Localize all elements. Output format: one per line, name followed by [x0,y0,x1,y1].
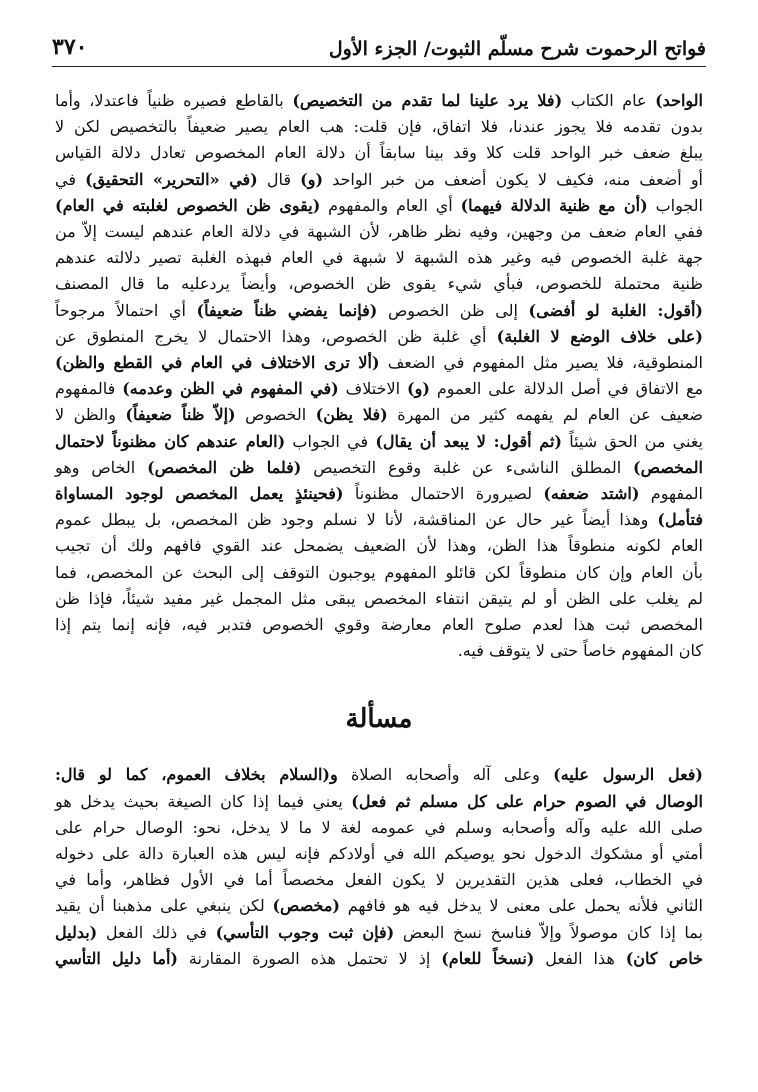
text-line [55,167,703,193]
bold-span: (نسخاً للعام) [441,948,535,968]
bold-span: (يقوى ظن الخصوص لغلبته في العام) [55,195,321,215]
text-line [55,429,703,455]
text-span: صلى الله عليه وآله وأصحابه وسلم في عمومه لغة لا ما لا يدخل، نحو: الوصال حرام على [55,817,703,837]
text-line [55,298,703,324]
text-span: المخصص ثبت هذا لعدم صلوح العام معارضة وقوي الخصوص فتدبر فيه، فإنه إنما يتم إذا [55,615,703,635]
bold-span: (أقول: الغلبة لو أفضى) [528,300,703,320]
text-line [55,533,703,559]
text-line [55,638,703,664]
text-span: إذ لا تحتمل هذه الصورة المقارنة [178,948,442,968]
text-span: لم يغلب على الظن أو لم يتيقن انتفاء المخصص يبقى مثل المجمل غير مفيد شيئاً، فإذا ظن [55,588,703,608]
bold-span: المخصص) [633,457,703,477]
bold-span: (فحينئذٍ يعمل المخصص لوجود المساواة [55,484,344,504]
bold-span: (فلا يظن) [315,405,388,425]
text-span: الخصوص [235,405,316,425]
bold-span: (فإنما يفضي ظناً ضعيفاً) [196,300,378,320]
page-body [55,88,703,972]
text-span: لكن ينبغي على مذهبنا أن يقيد [55,896,273,916]
text-line [55,841,703,867]
bold-span: (أما دليل التأسي [55,948,178,968]
text-span: الخاص وهو [55,457,148,477]
text-line [55,946,703,972]
text-line [55,324,703,350]
text-span: المفهوم [639,484,704,504]
text-span: ففي العام ضعف من وجهين، وفيه نظر ظاهر، لأن الشبهة في دلالة العام عندهم ليست إلاّ من [55,222,703,242]
bold-span: (بدليل [55,922,98,942]
bold-span: (اشتد ضعفه) [543,484,640,504]
text-line [55,402,703,428]
text-line [55,193,703,219]
text-line [55,219,703,245]
text-span: عام الكتاب [562,91,656,110]
text-span: أي احتمالاً مرجوحاً [55,300,197,320]
text-line [55,88,703,114]
bold-span: (مخصص) [272,896,340,916]
bold-span: (في المفهوم في الظن وعدمه) [122,379,339,399]
text-span: ضعيف عن العام لم يفهمه كثير من المهرة [387,405,704,425]
bold-span: (على خلاف الوضع لا الغلبة) [496,326,703,346]
running-title: فواتح الرحموت شرح مسلّم الثبوت/ الجزء الأول [328,38,706,60]
text-span: بأن العام وإن كان منطوقاً لكن قائلو المفهوم يوجبون التوقف إلى البحث عن المخصص، فما [55,562,703,582]
text-span: وعلى آله وأصحابه الصلاة [337,765,554,785]
text-span: فالمفهوم [55,379,123,399]
text-span: أي غلبة ظن الخصوص، وهذا الاحتمال لا يخرج المنطوق عن [55,326,497,346]
section-heading: مسألة [345,704,413,735]
bold-span: (فعل الرسول عليه) [553,765,704,785]
paragraph-1 [55,88,703,664]
text-line [55,789,703,815]
text-span: يبلغ ضعف خبر الواحد قلت كلا وقد بينا سابقاً أن دلالة العام المخصوص تعادل دلالة القياس [55,143,703,163]
text-span: يعني فيما إذا كان الصيغة بحيث يدخل هو [55,791,352,811]
bold-span: (و) [300,169,324,189]
text-span: العام لكونه منطوقاً هذا الظن، وهذا لأن الضعيف يضمحل عند القوي فافهم ولك أن تجيب [55,536,703,556]
bold-span: فتأمل) [657,510,703,530]
text-span: كان المفهوم خاصاً حتى لا يتوقف فيه. [457,641,703,661]
text-span: مع الاتفاق في أصل الدلالة على العموم [429,379,704,399]
bold-span: (فلما ظن المخصص) [147,457,302,477]
text-span: والظن لا [55,405,126,425]
text-line [55,867,703,893]
text-span: الثاني فلأنه يحمل على معنى لا يدخل فيه هو فافهم [340,896,703,916]
page-header [52,24,706,67]
bold-span: (العام عندهم كان مظنوناً لاحتمال [55,431,286,451]
text-line [55,271,703,297]
bold-span: (ثم أقول: لا يبعد أن يقال) [375,431,562,451]
bold-span: و(السلام بخلاف العموم، كما لو قال: [55,765,338,785]
text-line [55,245,703,271]
text-line [55,140,703,166]
bold-span: خاص كان) [625,948,704,968]
text-line [55,893,703,919]
text-span: يغني من الحق شيئاً [561,431,704,451]
text-span: بما إذا كان موصولاً وإلاّ فناسخ نسخ البعض [394,922,704,942]
text-span: أي العام والمفهوم [320,195,461,215]
text-span: في الخطاب، فعلى هذين التقديرين لا يكون الفعل مخصصاً أما في الأول فظاهر، وأما في [55,870,704,890]
text-span: بالقاطع فصيره ظنياً فاعتدلا، وأما [55,91,293,110]
bold-span: (و) [407,379,430,399]
text-line [55,815,703,841]
text-line [55,612,703,638]
text-span: قال [257,169,301,189]
text-line [55,920,703,946]
text-span: في [55,169,86,189]
bold-span: الوصال في الصوم حرام على كل مسلم ثم فعل) [351,791,703,811]
text-span: الاختلاف [338,379,408,399]
bold-span: (إلاّ ظناً ضعيفاً) [125,405,236,425]
text-line [55,350,703,376]
text-line [55,586,703,612]
text-span: لصيرورة الاحتمال مظنوناً [343,484,544,504]
text-span: أو أضعف منه، فكيف لا يكون أضعف من خبر الواحد [323,169,704,189]
text-line [55,376,703,402]
bold-span: الواحد) [655,91,703,110]
text-span: الجواب [647,195,704,215]
bold-span: (فلا يرد علينا لما تقدم من التخصيص) [292,91,563,110]
text-line [55,560,703,586]
bold-span: (في «التحرير» التحقيق) [85,169,258,189]
text-line [55,455,703,481]
text-span: المطلق الناشىء عن غلبة وقوع التخصيص [301,457,634,477]
text-span: في الجواب [285,431,376,451]
text-line [55,481,703,507]
text-span: ظنية محتملة للخصوص، فبأي شيء يقوى ظن الخصوص، وأيضاً يردعليه ما قال المصنف [55,274,703,294]
text-span: إلى ظن الخصوص [377,300,529,320]
bold-span: (ألا ترى الاختلاف في العام في القطع والظن) [55,353,380,373]
text-span: هذا الفعل [534,948,626,968]
bold-span: (أن مع ظنية الدلالة فيهما) [460,195,648,215]
text-span: أمتي أو مشكوك الدخول نحو يوصيكم الله في أولادكم فإنه ليس هذه العبارة دالة على دخوله [55,844,704,864]
text-span: بدون تقدمه فلا يجوز عندنا، فلا اتفاق، فإن قلت: هب العام يصير ضعيفاً بالتخصيص لكن لا [55,117,703,137]
page-number: ٣٧٠ [52,34,88,60]
bold-span: (فإن ثبت وجوب التأسي) [215,922,395,942]
text-line [55,762,703,788]
text-span: وهذا أيضاً غير حال عن المناقشة، لأنا لا نسلم وجود ظن المخصص، بل يبطل عموم [55,510,658,530]
text-span: المنطوقية، فلا يصير مثل المفهوم في الضعف [379,353,703,373]
text-line [55,114,703,140]
text-line [55,507,703,533]
paragraph-2 [55,762,703,972]
text-span: في ذلك الفعل [97,922,216,942]
text-span: جهة غلبة الخصوص فيه وغير هذه الشبهة لا شبهة في العام فبهذه الغلبة تصير دلالته عندهم [55,248,703,268]
